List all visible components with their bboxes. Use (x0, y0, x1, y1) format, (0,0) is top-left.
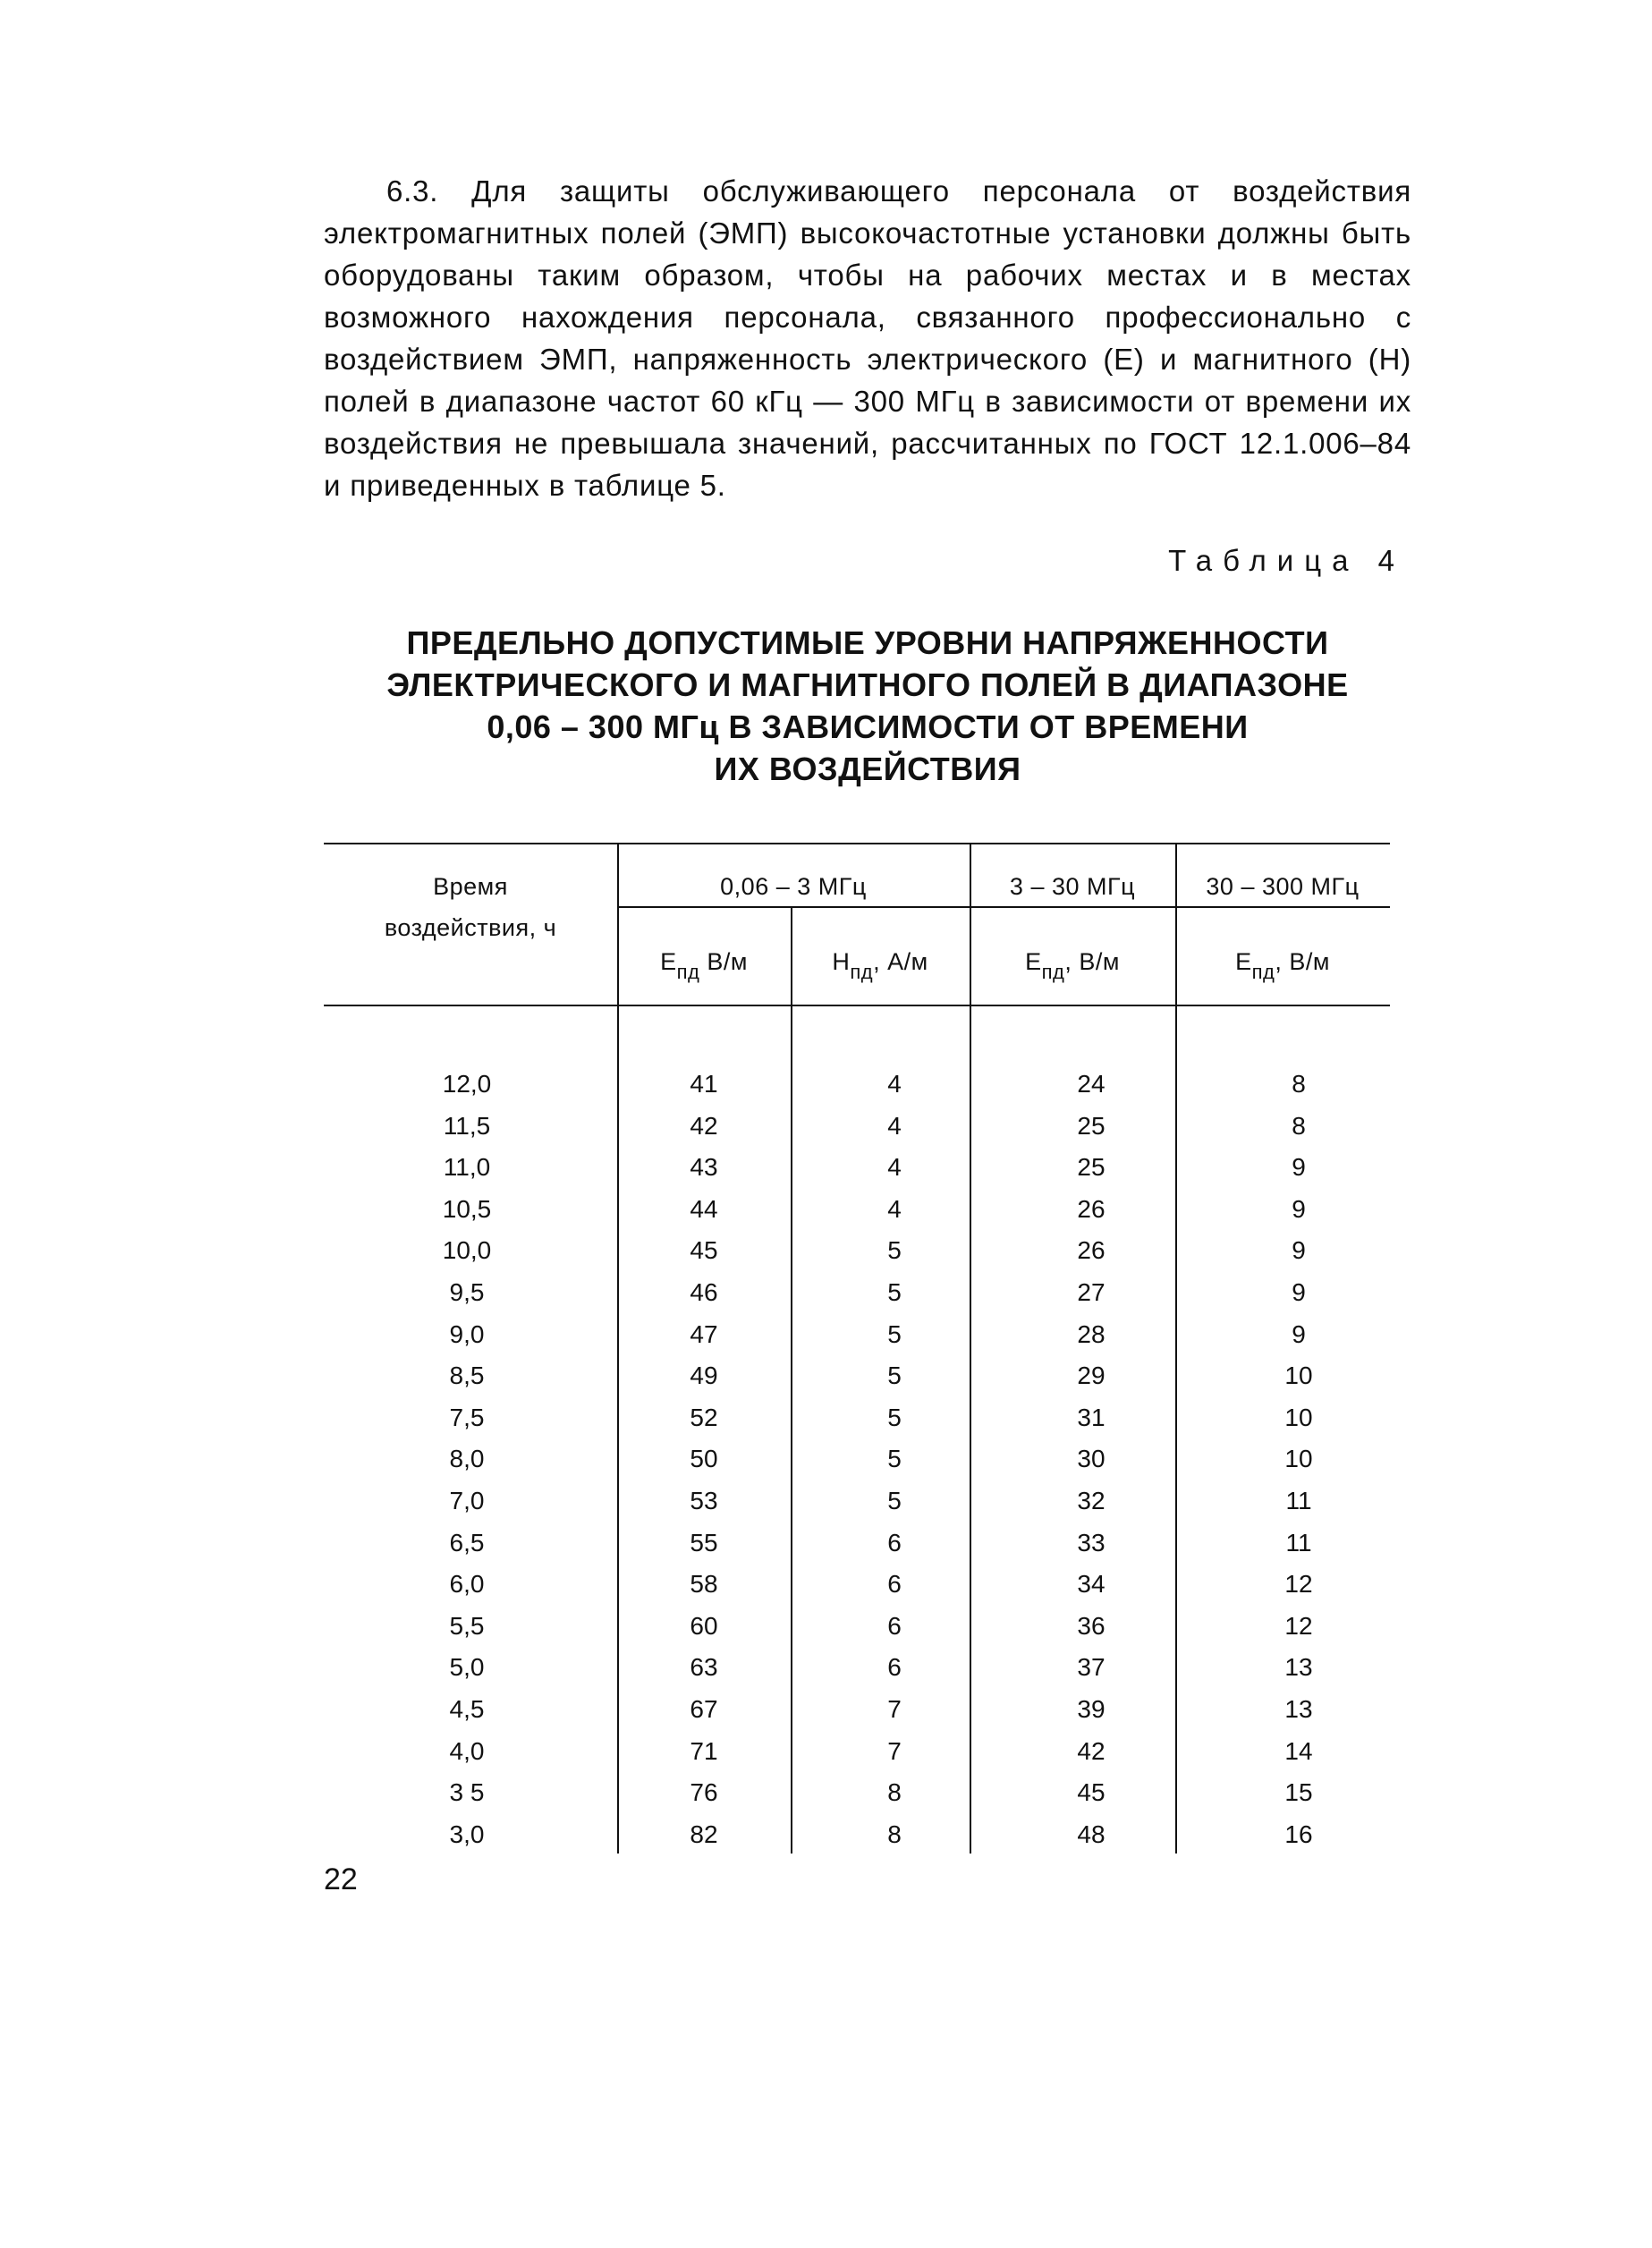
cell-e-band2: 39 (1077, 1695, 1106, 1723)
cell-e-band2: 30 (1077, 1445, 1106, 1473)
cell-e-band2: 26 (1077, 1194, 1106, 1223)
cell-e-band1: 52 (690, 1403, 718, 1431)
cell-time: 6,5 (449, 1528, 485, 1557)
table-top-rule (324, 843, 1390, 844)
cell-e-band1: 53 (690, 1487, 718, 1514)
cell-e-band2: 28 (1077, 1319, 1106, 1348)
cell-e-band1: 50 (690, 1445, 718, 1473)
cell-e-band2: 25 (1077, 1153, 1106, 1182)
cell-time: 10,5 (442, 1194, 492, 1223)
header-h-pd-band1: $H_{пд}$, А/м (832, 948, 928, 983)
cell-e-band2: 34 (1077, 1570, 1106, 1599)
cell-e-band3: 10 (1284, 1445, 1313, 1473)
cell-e-band3: 16 (1284, 1820, 1313, 1848)
cell-h-band1: 5 (887, 1362, 902, 1390)
cell-h-band1: 4 (887, 1194, 902, 1223)
cell-e-band3: 9 (1292, 1194, 1306, 1223)
cell-e-band1: 60 (690, 1611, 718, 1640)
cell-e-band3: 12 (1284, 1611, 1313, 1640)
cell-h-band1: 8 (887, 1778, 902, 1807)
cell-time: 11,0 (443, 1153, 491, 1182)
cell-e-band3: 8 (1292, 1111, 1306, 1140)
cell-e-band2: 48 (1077, 1820, 1106, 1848)
cell-h-band1: 7 (887, 1695, 902, 1723)
table-title-line: ПРЕДЕЛЬНО ДОПУСТИМЫЕ УРОВНИ НАПРЯЖЕННОСТИ (406, 624, 1329, 661)
cell-h-band1: 6 (887, 1611, 902, 1640)
header-e-pd-band2: $E_{пд}$, В/м (1025, 948, 1120, 983)
cell-time: 5,0 (449, 1653, 485, 1682)
header-band-30-300: 30 – 300 МГц (1206, 873, 1360, 900)
cell-e-band2: 37 (1077, 1653, 1106, 1682)
cell-time: 10,0 (442, 1236, 492, 1265)
table-title-line: 0,06 – 300 МГц В ЗАВИСИМОСТИ ОТ ВРЕМЕНИ (487, 708, 1249, 745)
cell-h-band1: 6 (887, 1653, 902, 1682)
cell-e-band1: 67 (690, 1695, 718, 1723)
cell-e-band3: 9 (1292, 1278, 1306, 1306)
column-divider (970, 844, 971, 1854)
cell-e-band1: 46 (690, 1278, 718, 1306)
cell-e-band1: 47 (690, 1319, 718, 1348)
cell-h-band1: 4 (887, 1070, 902, 1098)
cell-e-band2: 27 (1077, 1278, 1106, 1306)
cell-e-band1: 55 (690, 1528, 718, 1557)
header-e-pd-band1: $E_{пд}$ В/м (660, 948, 748, 983)
cell-time: 9,5 (449, 1278, 485, 1306)
paragraph-6-3: 6.3. Для защиты обслуживающего персонала от воздействия электромагнитных полей (ЭМП) высокочастотные установки должны быть оборудованы таким образом, чтобы на рабочих местах и в местах возможного нахождения персонала, связанного профессионально с воздействием ЭМП, напряженность электрического (E) и магнитного (H) полей в диапазоне частот 60 кГц — 300 МГц в зависимости от времени их воздействия не превышала значений, рассчитанных по ГОСТ 12.1.006–84 и приведенных в таблице 5. (324, 174, 1411, 502)
cell-time: 4,0 (449, 1736, 485, 1765)
table-title-line: ИХ ВОЗДЕЙСТВИЯ (714, 751, 1021, 787)
table-title-line: ЭЛЕКТРИЧЕСКОГО И МАГНИТНОГО ПОЛЕЙ В ДИАПАЗОНЕ (386, 666, 1349, 703)
cell-e-band1: 71 (690, 1736, 718, 1765)
cell-time: 4,5 (449, 1695, 485, 1723)
page-number: 22 (324, 1862, 358, 1896)
cell-e-band3: 9 (1292, 1319, 1306, 1348)
cell-time: 3 5 (449, 1778, 485, 1807)
cell-time: 5,5 (449, 1611, 485, 1640)
cell-e-band3: 10 (1284, 1362, 1313, 1390)
header-band-0-06-3: 0,06 – 3 МГц (720, 873, 867, 900)
header-bottom-rule (324, 1005, 1390, 1006)
cell-e-band2: 29 (1077, 1362, 1106, 1390)
cell-e-band2: 24 (1077, 1070, 1106, 1098)
cell-h-band1: 5 (887, 1236, 902, 1265)
header-time-line1: Время (433, 873, 508, 900)
cell-e-band3: 11 (1285, 1487, 1312, 1514)
cell-time: 11,5 (443, 1111, 491, 1140)
cell-h-band1: 5 (887, 1403, 902, 1431)
cell-time: 12,0 (442, 1070, 492, 1098)
cell-e-band1: 76 (690, 1778, 718, 1807)
cell-e-band3: 15 (1284, 1778, 1313, 1807)
cell-e-band1: 45 (690, 1236, 718, 1265)
cell-e-band2: 36 (1077, 1611, 1106, 1640)
cell-e-band1: 42 (690, 1111, 718, 1140)
band-header-rule (617, 906, 1390, 908)
cell-h-band1: 5 (887, 1445, 902, 1473)
cell-e-band1: 49 (690, 1362, 718, 1390)
cell-h-band1: 4 (887, 1153, 902, 1182)
cell-time: 3,0 (449, 1820, 485, 1848)
cell-time: 8,0 (449, 1445, 485, 1473)
cell-e-band1: 58 (690, 1570, 718, 1599)
header-time-line2: воздействия, ч (384, 914, 557, 941)
cell-e-band2: 25 (1077, 1111, 1106, 1140)
cell-h-band1: 5 (887, 1487, 902, 1514)
cell-h-band1: 5 (887, 1319, 902, 1348)
cell-e-band1: 43 (690, 1153, 718, 1182)
cell-e-band3: 13 (1284, 1695, 1313, 1723)
cell-h-band1: 6 (887, 1570, 902, 1599)
cell-e-band2: 26 (1077, 1236, 1106, 1265)
cell-e-band1: 63 (690, 1653, 718, 1682)
cell-h-band1: 5 (887, 1278, 902, 1306)
cell-e-band3: 9 (1292, 1236, 1306, 1265)
column-divider (791, 908, 792, 1854)
cell-e-band2: 33 (1077, 1528, 1106, 1557)
cell-e-band3: 13 (1284, 1653, 1313, 1682)
cell-e-band3: 11 (1285, 1528, 1312, 1557)
limits-table (324, 0, 1411, 2248)
cell-time: 8,5 (449, 1362, 485, 1390)
cell-e-band2: 31 (1077, 1403, 1106, 1431)
cell-h-band1: 4 (887, 1111, 902, 1140)
cell-h-band1: 6 (887, 1528, 902, 1557)
cell-e-band2: 32 (1077, 1487, 1106, 1514)
cell-e-band1: 41 (690, 1070, 718, 1098)
header-band-3-30: 3 – 30 МГц (1009, 873, 1136, 900)
cell-time: 6,0 (449, 1570, 485, 1599)
cell-e-band1: 82 (690, 1820, 718, 1848)
column-divider (617, 844, 619, 1854)
cell-e-band3: 10 (1284, 1403, 1313, 1431)
header-e-pd-band3: $E_{пд}$, В/м (1235, 948, 1330, 983)
cell-e-band3: 14 (1284, 1736, 1313, 1765)
cell-e-band2: 45 (1077, 1778, 1106, 1807)
cell-time: 7,5 (449, 1403, 485, 1431)
table-label: Таблица 4 (1168, 544, 1405, 577)
cell-e-band1: 44 (690, 1194, 718, 1223)
cell-h-band1: 7 (887, 1736, 902, 1765)
cell-e-band2: 42 (1077, 1736, 1106, 1765)
cell-e-band3: 8 (1292, 1070, 1306, 1098)
cell-time: 7,0 (449, 1487, 485, 1514)
cell-time: 9,0 (449, 1319, 485, 1348)
cell-e-band3: 12 (1284, 1570, 1313, 1599)
cell-e-band3: 9 (1292, 1153, 1306, 1182)
cell-h-band1: 8 (887, 1820, 902, 1848)
column-divider (1175, 844, 1177, 1854)
